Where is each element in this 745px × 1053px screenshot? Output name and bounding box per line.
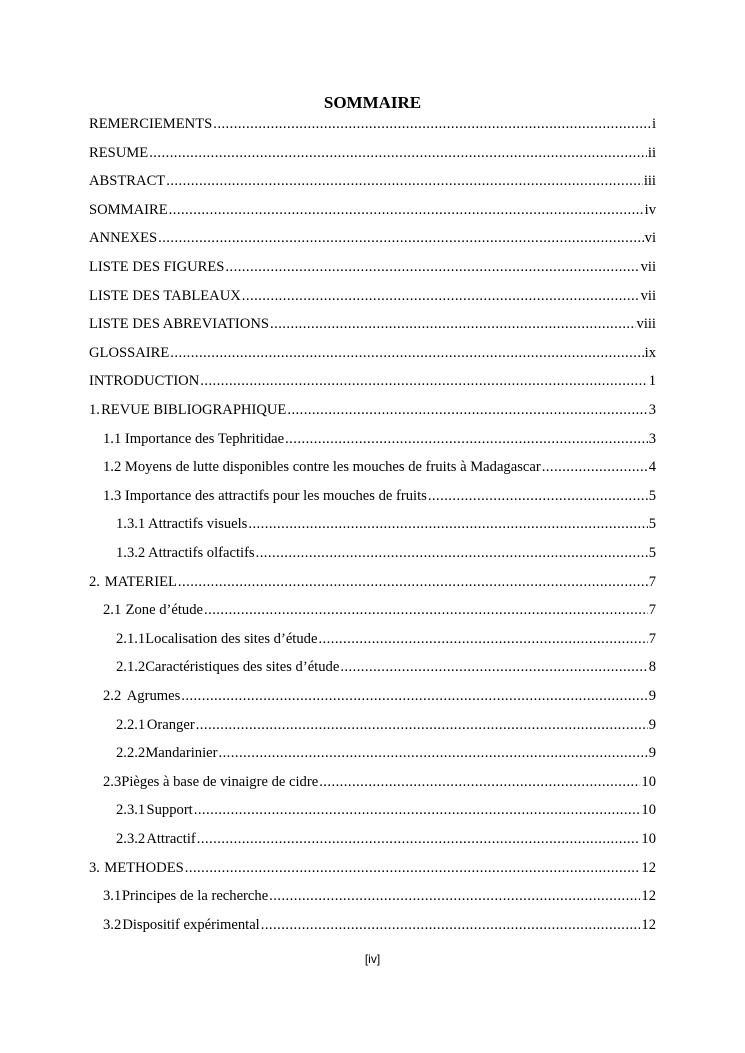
toc-entry-label: Localisation des sites d’étude	[145, 630, 318, 647]
toc-entry-page: viii	[636, 316, 656, 333]
dot-leader	[200, 371, 647, 391]
toc-entry-label: 1.3.1 Attractifs visuels	[116, 516, 248, 533]
toc-entry-page: 5	[648, 545, 656, 561]
toc-entry-page: vii	[640, 287, 656, 304]
dot-leader	[542, 457, 648, 477]
toc-entry-number: 3.2	[103, 916, 122, 933]
toc-entry[interactable]	[103, 686, 656, 706]
toc-entry[interactable]	[103, 915, 656, 935]
dot-leader	[170, 343, 643, 363]
dot-leader	[218, 743, 647, 763]
dot-leader	[197, 829, 641, 849]
toc-entry-label: SOMMAIRE	[89, 201, 168, 218]
dot-leader	[428, 486, 648, 506]
toc-entry[interactable]	[89, 228, 656, 248]
toc-entry-page: 7	[648, 630, 656, 647]
toc-entry-page: ii	[647, 144, 656, 161]
toc-entry-number: 2.3	[103, 773, 122, 790]
toc-entry[interactable]	[103, 772, 656, 792]
toc-entry-page: 9	[648, 716, 656, 733]
toc-entry-page: 7	[648, 602, 656, 619]
toc-entry-number: 2.3.1	[116, 802, 146, 819]
dot-leader	[149, 143, 647, 163]
toc-entry-label: MATERIEL	[104, 573, 177, 590]
toc-entry-number: 2.1	[103, 602, 122, 619]
dot-leader	[270, 314, 636, 334]
toc-entry-label: 1.1 Importance des Tephritidae	[103, 430, 285, 447]
toc-entry-label: REVUE BIBLIOGRAPHIQUE	[101, 402, 287, 418]
toc-entry-label: 1.3.2 Attractifs olfactifs	[116, 545, 255, 561]
toc-entry[interactable]	[103, 457, 656, 477]
toc-entry[interactable]	[103, 886, 656, 906]
toc-entry-page: 12	[641, 916, 656, 933]
dot-leader	[185, 858, 641, 878]
toc-entry-label: LISTE DES ABREVIATIONS	[89, 316, 269, 333]
toc-entry-number: 2.1.1	[116, 630, 146, 647]
toc-entry-label: 1.3 Importance des attractifs pour les mouches de fruits	[103, 487, 427, 504]
toc-entry-label: Pièges à base de vinaigre de cidre	[121, 773, 319, 790]
toc-entry-number: 2.2	[103, 688, 122, 704]
toc-entry[interactable]	[116, 543, 656, 563]
toc-entry-page: 10	[641, 831, 656, 847]
toc-entry[interactable]	[89, 143, 656, 163]
toc-entry[interactable]	[89, 314, 656, 334]
dot-leader	[169, 200, 644, 220]
toc-entry-label: Attractif	[146, 831, 196, 847]
toc-entry-label: Principes de la recherche	[121, 888, 269, 905]
toc-entry-label: GLOSSAIRE	[89, 344, 170, 361]
toc-entry-page: 10	[641, 802, 656, 819]
dot-leader	[242, 286, 640, 306]
toc-entry-page: 7	[648, 573, 656, 590]
toc-entry[interactable]	[103, 429, 656, 449]
toc-entry[interactable]	[116, 829, 656, 849]
dot-leader	[248, 514, 647, 534]
toc-entry[interactable]	[103, 486, 656, 506]
dot-leader	[285, 429, 648, 449]
toc-entry-label: ANNEXES	[89, 230, 158, 247]
toc-entry-label: METHODES	[104, 859, 184, 876]
toc-entry-label: Zone d’étude	[125, 602, 203, 619]
toc-entry[interactable]	[116, 715, 656, 735]
toc-entry-label: INTRODUCTION	[89, 373, 200, 390]
toc-entry[interactable]	[89, 572, 656, 592]
toc-entry[interactable]	[116, 657, 656, 677]
toc-entry[interactable]	[116, 743, 656, 763]
toc-entry-page: 10	[641, 773, 656, 790]
dot-leader	[287, 400, 647, 420]
toc-entry-page: 12	[641, 859, 656, 876]
dot-leader	[318, 629, 647, 649]
toc-entry-label: Agrumes	[126, 688, 181, 704]
toc-entry[interactable]	[89, 200, 656, 220]
toc-entry-label: ABSTRACT	[89, 173, 166, 190]
toc-entry-label: Mandarinier	[145, 745, 218, 762]
toc-entry-page: 12	[641, 888, 656, 905]
toc-entry[interactable]	[89, 257, 656, 277]
toc-entry-page: 3	[648, 402, 656, 418]
toc-entry-page: 4	[648, 459, 656, 476]
toc-entry[interactable]	[89, 286, 656, 306]
page-title: SOMMAIRE	[323, 93, 422, 112]
toc-entry-label: Dispositif expérimental	[122, 916, 260, 933]
toc-entry-number: 3.	[89, 859, 100, 876]
dot-leader	[196, 715, 648, 735]
toc-entry-number: 2.3.2	[116, 831, 146, 847]
toc-entry-page: 9	[648, 745, 656, 762]
toc-entry-page: 5	[648, 487, 656, 504]
dot-leader	[181, 686, 647, 706]
toc-entry-number: 2.2.2	[116, 745, 146, 762]
dot-leader	[194, 800, 641, 820]
dot-leader	[225, 257, 639, 277]
toc-entry[interactable]	[89, 371, 656, 391]
toc-entry-page: ix	[644, 344, 656, 361]
dot-leader	[319, 772, 640, 792]
toc-entry[interactable]	[116, 629, 656, 649]
toc-entry-number: 1.	[89, 402, 100, 418]
dot-leader	[340, 657, 647, 677]
dot-leader	[204, 600, 648, 620]
toc-entry[interactable]	[89, 343, 656, 363]
toc-entry-label: Caractéristiques des sites d’étude	[145, 659, 340, 676]
toc-entry[interactable]	[89, 171, 656, 191]
toc-entry-label: RESUME	[89, 144, 149, 161]
toc-entry-page: 9	[648, 688, 656, 704]
toc-entry-page: iv	[644, 201, 656, 218]
toc-entry-label: Oranger	[146, 716, 195, 733]
toc-entry-label: 1.2 Moyens de lutte disponibles contre les mouches de fruits à Madagascar	[103, 459, 541, 476]
toc-entry[interactable]	[89, 114, 656, 134]
toc-entry-label: LISTE DES FIGURES	[89, 259, 225, 275]
toc-entry-page: iii	[643, 173, 656, 190]
toc-entry[interactable]	[116, 514, 656, 534]
toc-entry[interactable]	[89, 400, 656, 420]
dot-leader	[178, 572, 648, 592]
page-number-footer: [iv]	[364, 952, 381, 966]
dot-leader	[269, 886, 640, 906]
toc-entry-page: 8	[648, 659, 656, 676]
toc-entry-page: vii	[640, 259, 656, 275]
dot-leader	[166, 171, 643, 191]
toc-entry-label: LISTE DES TABLEAUX	[89, 287, 241, 304]
toc-entry-page: vi	[644, 230, 656, 247]
toc-entry-number: 3.1	[103, 888, 122, 905]
toc-entry[interactable]	[89, 858, 656, 878]
toc-entry-page: i	[651, 116, 656, 132]
dot-leader	[261, 915, 641, 935]
toc-entry-label: Support	[146, 802, 193, 819]
toc-entry-label: REMERCIEMENTS	[89, 116, 213, 132]
toc-entry-page: 1	[648, 373, 656, 390]
toc-entry[interactable]	[103, 600, 656, 620]
toc-entry-number: 2.2.1	[116, 716, 146, 733]
dot-leader	[213, 114, 651, 134]
toc-entry-number: 2.	[89, 573, 100, 590]
toc-entry[interactable]	[116, 800, 656, 820]
toc-entry-number: 2.1.2	[116, 659, 146, 676]
dot-leader	[158, 228, 644, 248]
dot-leader	[256, 543, 648, 563]
toc-entry-page: 5	[648, 516, 656, 533]
toc-entry-page: 3	[648, 430, 656, 447]
